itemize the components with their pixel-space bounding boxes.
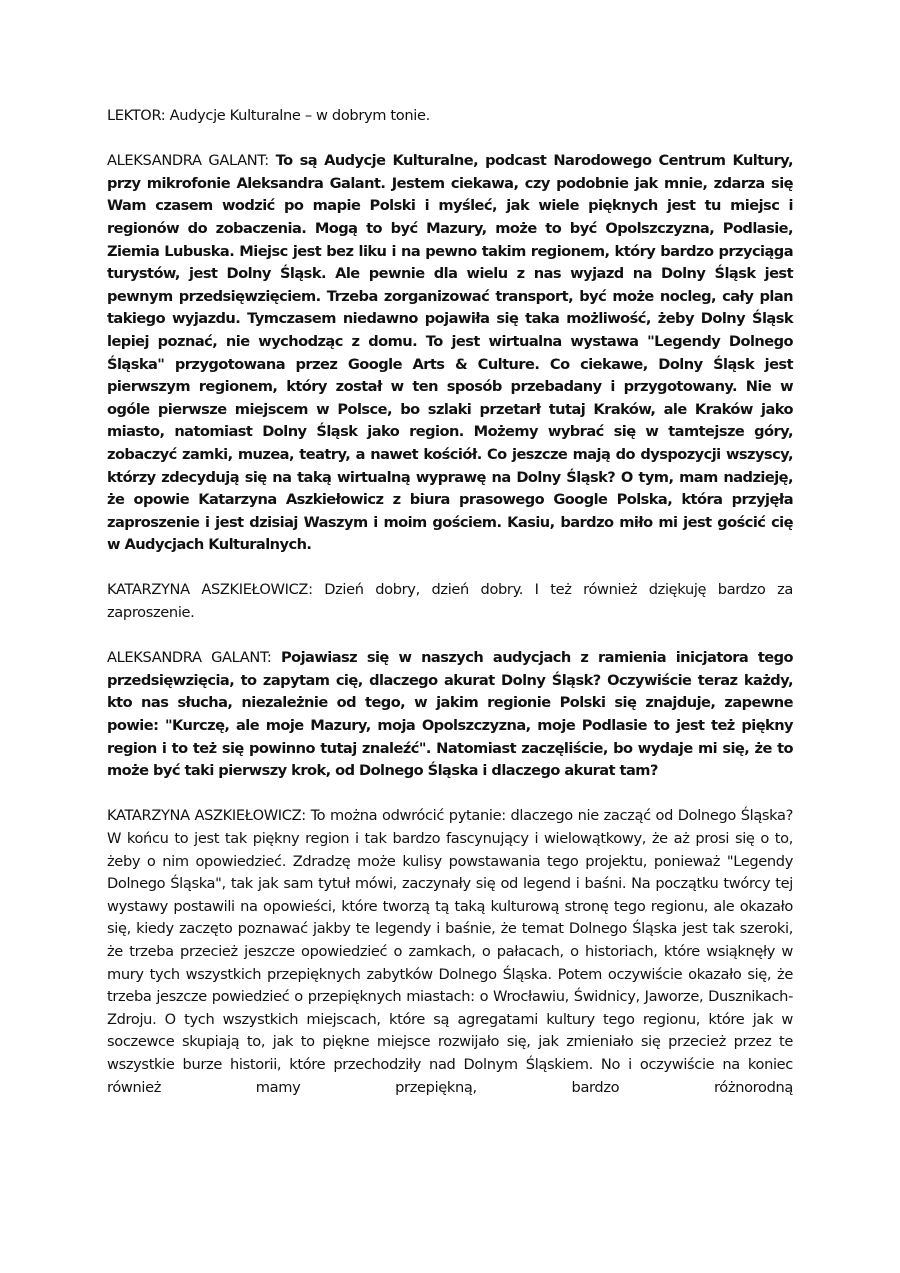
paragraph-text: Pojawiasz się w naszych audycjach z ramienia inicjatora tego przedsięwzięcia, to zapytam cię, dlaczego akurat Dolny Śląsk? Oczywiście teraz każdy, kto nas słucha, niezależnie od tego, w jakim regionie Polski się znajduje, zapewne powie: "Kurczę, ale moje Mazury, moja Opolszczyzna, moje Podlasie to jest też piękny region i to też się powinno tutaj znaleźć". Natomiast zaczęliście, bo wydaje mi się, że to może być taki pierwszy krok, od Dolnego Śląska i dlaczego akurat tam? (107, 649, 794, 780)
paragraph-lektor (107, 105, 793, 128)
paragraph-text: Audycje Kulturalne – w dobrym tonie. (169, 107, 430, 124)
paragraph-galant-intro (107, 150, 793, 557)
paragraph-text: To można odwrócić pytanie: dlaczego nie zacząć od Dolnego Śląska? W końcu to jest tak piękny region i tak bardzo fascynujący i wielowątkowy, że aż prosi się o to, żeby o nim opowiedzieć. Zdradzę może kulisy powstawania tego projektu, ponieważ "Legendy Dolnego Śląska", tak jak sam tytuł mówi, zaczynały się od legend i baśni. Na początku twórcy tej wystawy postawili na opowieści, które tworzą tą taką kulturową stronę tego regionu, ale okazało się, kiedy zaczęto poznawać jakby te legendy i baśnie, że temat Dolnego Śląska jest tak szeroki, że trzeba przecież jeszcze opowiedzieć o zamkach, o pałacach, o historiach, które wsiąknęły w mury tych wszystkich przepięknych zabytków Dolnego Śląska. Potem oczywiście okazało się, że trzeba jeszcze powiedzieć o przepięknych miastach: o Wrocławiu, Świdnicy, Jaworze, Dusznikach-Zdroju. O tych wszystkich miejscach, które są agregatami kultury tego regionu, które jak w soczewce skupiają to, jak to piękne miejsce rozwijało się, jak zmieniało się przecież przez te wszystkie burze historii, które przechodziły nad Dolnym Śląskiem. No i oczywiście na koniec również mamy przepiękną, bardzo różnorodną (107, 807, 793, 1096)
speaker-label: KATARZYNA ASZKIEŁOWICZ: (107, 581, 313, 599)
speaker-label: ALEKSANDRA GALANT: (107, 649, 272, 667)
paragraph-text: Dzień dobry, dzień dobry. I też również dziękuję bardzo za zaproszenie. (107, 581, 793, 622)
paragraph-text: To są Audycje Kulturalne, podcast Narodowego Centrum Kultury, przy mikrofonie Aleksandra Galant. Jestem ciekawa, czy podobnie jak mnie, zdarza się Wam czasem wodzić po mapie Polski i myśleć, jak wiele pięknych jest tu miejsc i regionów do zobaczenia. Mogą to być Mazury, może to być Opolszczyzna, Podlasie, Ziemia Lubuska. Miejsc jest bez liku i na pewno takim regionem, który bardzo przyciąga turystów, jest Dolny Śląsk. Ale pewnie dla wielu z nas wyjazd na Dolny Śląsk jest pewnym przedsięwzięciem. Trzeba zorganizować transport, być może nocleg, cały plan takiego wyjazdu. Tymczasem niedawno pojawiła się taka możliwość, żeby Dolny Śląsk lepiej poznać, nie wychodząc z domu. To jest wirtualna wystawa "Legendy Dolnego Śląska" przygotowana przez Google Arts & Culture. Co ciekawe, Dolny Śląsk jest pierwszym regionem, który został w ten sposób przebadany i przygotowany. Nie w ogóle pierwsze miejscem w Polsce, bo szlaki przetarł tutaj Kraków, ale Kraków jako miasto, natomiast Dolny Śląsk jako region. Możemy wybrać się w tamtejsze góry, zobaczyć zamki, muzea, teatry, a nawet kościół. Co jeszcze mają do dyspozycji wszyscy, którzy zdecydują się na taką wirtualną wyprawę na Dolny Śląsk? O tym, mam nadzieję, że opowie Katarzyna Aszkiełowicz z biura prasowego Google Polska, która przyjęła zaproszenie i jest dzisiaj Waszym i moim gościem. Kasiu, bardzo miło mi jest gościć cię w Audycjach Kulturalnych. (107, 152, 793, 554)
paragraph-galant-question (107, 647, 793, 783)
speaker-label: LEKTOR: (107, 107, 166, 124)
speaker-label: ALEKSANDRA GALANT: (107, 152, 269, 170)
paragraph-aszkielowicz-answer (107, 805, 793, 1099)
paragraph-aszkielowicz-greeting (107, 579, 793, 624)
document-page (107, 105, 793, 1122)
speaker-label: KATARZYNA ASZKIEŁOWICZ: (107, 807, 306, 825)
